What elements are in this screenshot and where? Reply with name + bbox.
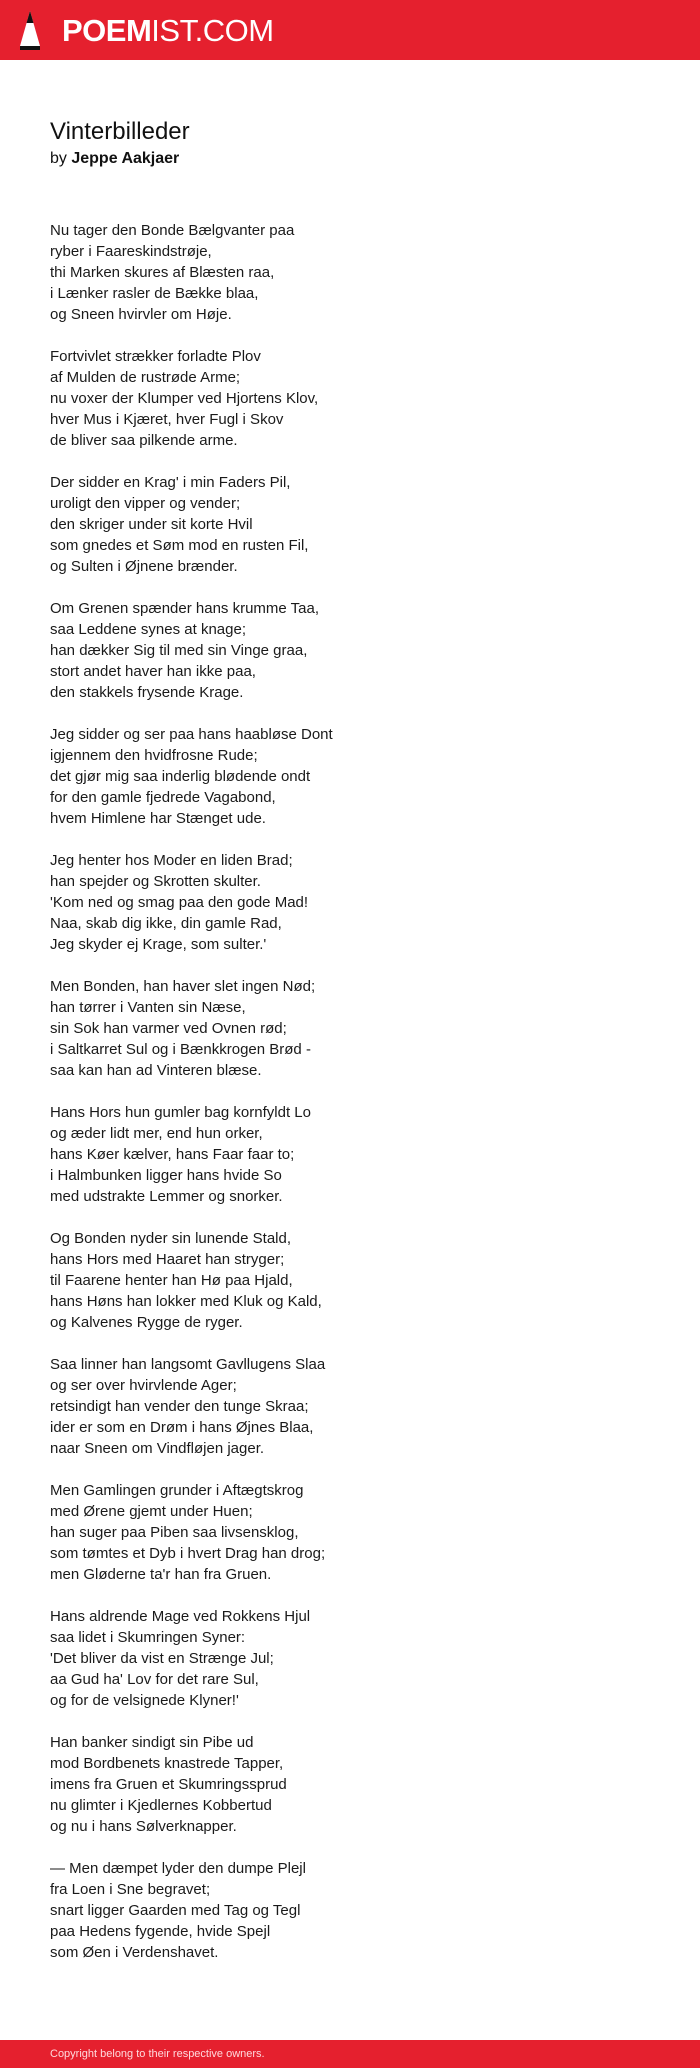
poem-line: sin Sok han varmer ved Ovnen rød; xyxy=(50,1020,287,1037)
poem-stanza xyxy=(50,1732,650,1837)
poem-line: saa Leddene synes at knage; xyxy=(50,621,246,638)
poem-content xyxy=(50,118,650,1984)
poem-line: Fortvivlet strækker forladte Plov xyxy=(50,348,261,365)
logo-light-part: IST.COM xyxy=(151,12,274,48)
site-footer xyxy=(0,2040,700,2068)
poem-stanza xyxy=(50,1102,650,1207)
poem-line: Der sidder en Krag' i min Faders Pil, xyxy=(50,474,291,491)
poem-line: og Kalvenes Rygge de ryger. xyxy=(50,1314,243,1331)
poem-line: Om Grenen spænder hans krumme Taa, xyxy=(50,600,320,617)
poem-line: og æder lidt mer, end hun orker, xyxy=(50,1125,263,1142)
poem-line: 'Det bliver da vist en Strænge Jul; xyxy=(50,1650,274,1667)
poem-line: og for de velsignede Klyner!' xyxy=(50,1692,239,1709)
poem-stanza xyxy=(50,472,650,577)
poem-line: Men Gamlingen grunder i Aftægtskrog xyxy=(50,1482,304,1499)
poem-line: den skriger under sit korte Hvil xyxy=(50,516,253,533)
poem-stanza xyxy=(50,850,650,955)
poem-byline xyxy=(50,148,650,170)
poem-stanza xyxy=(50,976,650,1081)
poem-stanza xyxy=(50,346,650,451)
poem-line: med udstrakte Lemmer og snorker. xyxy=(50,1188,283,1205)
poem-line: hver Mus i Kjæret, hver Fugl i Skov xyxy=(50,411,284,428)
poem-line: de bliver saa pilkende arme. xyxy=(50,432,238,449)
poem-line: aa Gud ha' Lov for det rare Sul, xyxy=(50,1671,259,1688)
poem-line: saa lidet i Skumringen Syner: xyxy=(50,1629,246,1646)
poem-line: imens fra Gruen et Skumringssprud xyxy=(50,1776,287,1793)
poem-line: Jeg skyder ej Krage, som sulter.' xyxy=(50,936,267,953)
poem-line: i Saltkarret Sul og i Bænkkrogen Brød - xyxy=(50,1041,311,1058)
poem-line: hvem Himlene har Stænget ude. xyxy=(50,810,266,827)
poem-stanza xyxy=(50,1354,650,1459)
poem-line: for den gamle fjedrede Vagabond, xyxy=(50,789,276,806)
pencil-tip-icon xyxy=(18,9,42,51)
poem-title: Vinterbilleder xyxy=(50,118,190,145)
site-logo-text xyxy=(62,12,274,48)
poem-line: paa Hedens fygende, hvide Spejl xyxy=(50,1923,271,1940)
poem-line: ider er som en Drøm i hans Øjnes Blaa, xyxy=(50,1419,314,1436)
poem-line: Hans aldrende Mage ved Rokkens Hjul xyxy=(50,1608,311,1625)
poem-stanza xyxy=(50,220,650,325)
poem-body xyxy=(50,220,650,1963)
poem-line: thi Marken skures af Blæsten raa, xyxy=(50,264,275,281)
poem-line: Nu tager den Bonde Bælgvanter paa xyxy=(50,222,295,239)
poem-line: Jeg sidder og ser paa hans haabløse Dont xyxy=(50,726,333,743)
poem-line: han tørrer i Vanten sin Næse, xyxy=(50,999,246,1016)
poem-stanza xyxy=(50,1480,650,1585)
poem-line: retsindigt han vender den tunge Skraa; xyxy=(50,1398,309,1415)
by-label: by xyxy=(50,150,67,167)
poem-line: hans Hors med Haaret han stryger; xyxy=(50,1251,285,1268)
poem-line: uroligt den vipper og vender; xyxy=(50,495,241,512)
poem-line: snart ligger Gaarden med Tag og Tegl xyxy=(50,1902,301,1919)
poem-line: med Ørene gjemt under Huen; xyxy=(50,1503,253,1520)
poem-line: han spejder og Skrotten skulter. xyxy=(50,873,261,890)
poem-line: han dækker Sig til med sin Vinge graa, xyxy=(50,642,308,659)
poem-line: men Gløderne ta'r han fra Gruen. xyxy=(50,1566,272,1583)
poem-stanza xyxy=(50,1858,650,1963)
poem-line: han suger paa Piben saa livsensklog, xyxy=(50,1524,299,1541)
poem-line: som Øen i Verdenshavet. xyxy=(50,1944,219,1961)
poem-line: fra Loen i Sne begravet; xyxy=(50,1881,211,1898)
poem-stanza xyxy=(50,724,650,829)
poem-line: nu voxer der Klumper ved Hjortens Klov, xyxy=(50,390,319,407)
footer-copyright: Copyright belong to their respective owners. xyxy=(50,2048,265,2060)
poem-line: som tømtes et Dyb i hvert Drag han drog; xyxy=(50,1545,326,1562)
poem-line: til Faarene henter han Hø paa Hjald, xyxy=(50,1272,293,1289)
poem-line: Jeg henter hos Moder en liden Brad; xyxy=(50,852,293,869)
poem-line: — Men dæmpet lyder den dumpe Plejl xyxy=(50,1860,306,1877)
poem-line: og Sulten i Øjnene brænder. xyxy=(50,558,238,575)
poem-line: i Halmbunken ligger hans hvide So xyxy=(50,1167,282,1184)
poem-line: som gnedes et Søm mod en rusten Fil, xyxy=(50,537,309,554)
site-header xyxy=(0,0,700,60)
author-link[interactable]: Jeppe Aakjaer xyxy=(71,150,180,167)
poem-line: og ser over hvirvlende Ager; xyxy=(50,1377,237,1394)
poem-line: 'Kom ned og smag paa den gode Mad! xyxy=(50,894,309,911)
poem-line: hans Høns han lokker med Kluk og Kald, xyxy=(50,1293,322,1310)
poem-line: Naa, skab dig ikke, din gamle Rad, xyxy=(50,915,282,932)
poem-line: igjennem den hvidfrosne Rude; xyxy=(50,747,258,764)
poem-line: og nu i hans Sølverknapper. xyxy=(50,1818,237,1835)
poem-line: Men Bonden, han haver slet ingen Nød; xyxy=(50,978,316,995)
poem-line: ryber i Faareskindstrøje, xyxy=(50,243,212,260)
poem-line: stort andet haver han ikke paa, xyxy=(50,663,256,680)
poem-line: Og Bonden nyder sin lunende Stald, xyxy=(50,1230,292,1247)
logo-bold-part: POEM xyxy=(62,12,152,48)
poem-stanza xyxy=(50,598,650,703)
poem-line: i Lænker rasler de Bække blaa, xyxy=(50,285,259,302)
poem-line: Saa linner han langsomt Gavllugens Slaa xyxy=(50,1356,326,1373)
poem-line: saa kan han ad Vinteren blæse. xyxy=(50,1062,262,1079)
poem-line: det gjør mig saa inderlig blødende ondt xyxy=(50,768,311,785)
poem-line: og Sneen hvirvler om Høje. xyxy=(50,306,232,323)
poem-line: Han banker sindigt sin Pibe ud xyxy=(50,1734,254,1751)
poem-line: naar Sneen om Vindfløjen jager. xyxy=(50,1440,265,1457)
poem-line: mod Bordbenets knastrede Tapper, xyxy=(50,1755,284,1772)
poem-stanza xyxy=(50,1228,650,1333)
poem-line: den stakkels frysende Krage. xyxy=(50,684,244,701)
poem-stanza xyxy=(50,1606,650,1711)
poem-line: af Mulden de rustrøde Arme; xyxy=(50,369,241,386)
poem-line: Hans Hors hun gumler bag kornfyldt Lo xyxy=(50,1104,311,1121)
poem-line: hans Køer kælver, hans Faar faar to; xyxy=(50,1146,295,1163)
site-logo-link[interactable] xyxy=(18,9,274,51)
poem-line: nu glimter i Kjedlernes Kobbertud xyxy=(50,1797,272,1814)
